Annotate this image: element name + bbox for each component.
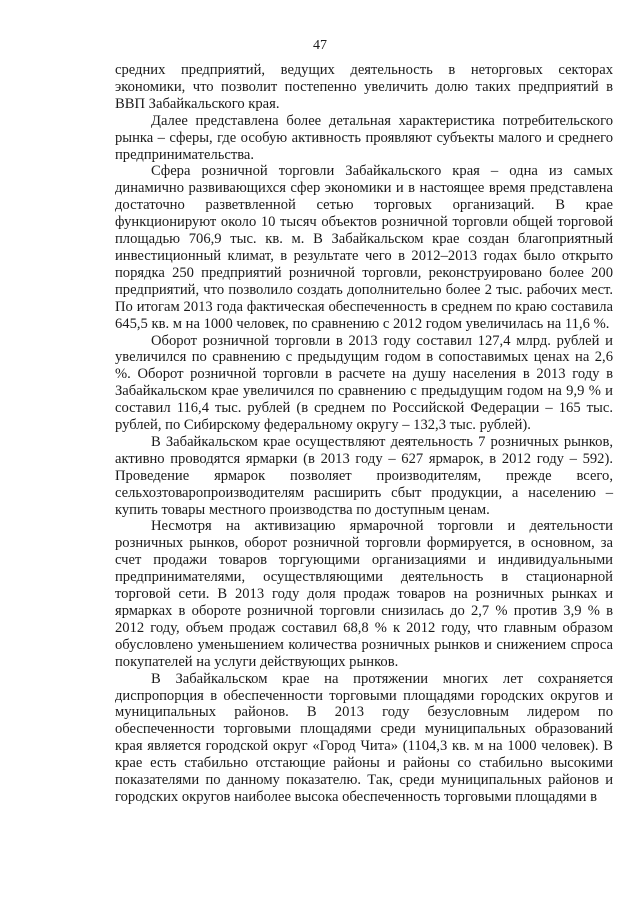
paragraph: Далее представлена более детальная характеристика потребительского рынка – сферы, где особую активность проявляют субъекты малого и среднего предпринимательства. (115, 112, 613, 163)
document-body (115, 62, 613, 806)
paragraph: Оборот розничной торговли в 2013 году составил 127,4 млрд. рублей и увеличился по сравнению с предыдущим годом в сопоставимых ценах на 2,6 %. Оборот розничной торговли в расчете на душу населения в 2013 году в Забайкальском крае увеличился по сравнению с предыдущим годом на 9,9 % и составил 116,4 тыс. рублей (в среднем по Российской Федерации – 165 тыс. рублей, по Сибирскому федеральному округу – 132,3 тыс. рублей). (115, 332, 613, 434)
paragraph: В Забайкальском крае на протяжении многих лет сохраняется диспропорция в обеспеченности торговыми площадями городских округов и муниципальных районов. В 2013 году безусловным лидером по обеспеченности торговыми площадями среди муниципальных образований края является городской округ «Город Чита» (1104,3 кв. м на 1000 человек). В крае есть стабильно отстающие районы и районы со стабильно высокими показателями по данному показателю. Так, среди муниципальных районов и городских округов наиболее высока обеспеченность торговыми площадями в (115, 670, 613, 805)
paragraph-continued: средних предприятий, ведущих деятельность в неторговых секторах экономики, что позволит постепенно увеличить долю таких предприятий в ВВП Забайкальского края. (115, 62, 613, 112)
page-number: 47 (313, 38, 327, 53)
paragraph: Несмотря на активизацию ярмарочной торговли и деятельности розничных рынков, оборот розничной торговли формируется, в основном, за счет продажи товаров торгующими организациями и индивидуальными предпринимателями, осуществляющими деятельность в стационарной торговой сети. В 2013 году доля продаж товаров на розничных рынках и ярмарках в обороте розничной торговли снизилась до 2,7 % против 3,9 % в 2012 году, объем продаж составил 68,8 % к 2012 году, что главным образом обусловлено уменьшением количества розничных рынков и снижением спроса покупателей на услуги действующих рынков. (115, 518, 613, 670)
paragraph: В Забайкальском крае осуществляют деятельность 7 розничных рынков, активно проводятся ярмарки (в 2013 году – 627 ярмарок, в 2012 году – 592). Проведение ярмарок позволяет производителям, прежде всего, сельхозтоваропроизводителям расширить сбыт продукции, а населению – купить товары местного производства по доступным ценам. (115, 433, 613, 518)
paragraph: Сфера розничной торговли Забайкальского края – одна из самых динамично развивающихся сфер экономики и в настоящее время представлена достаточно разветвленной сетью торговых организаций. В крае функционируют около 10 тысяч объектов розничной торговли общей торговой площадью 706,9 тыс. кв. м. В Забайкальском крае создан благоприятный инвестиционный климат, в результате чего в 2012–2013 годах было открыто порядка 250 предприятий розничной торговли, реконструировано более 200 предприятий, что позволило создать дополнительно более 2 тыс. рабочих мест. По итогам 2013 года фактическая обеспеченность в среднем по краю составила 645,5 кв. м на 1000 человек, по сравнению с 2012 годом увеличилась на 11,6 %. (115, 163, 613, 332)
